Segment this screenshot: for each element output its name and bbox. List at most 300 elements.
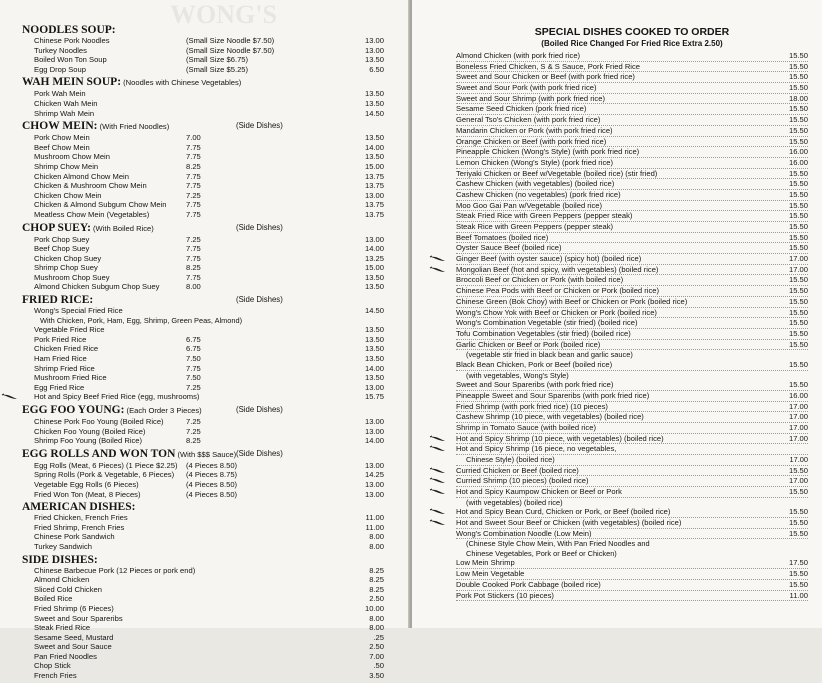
special-dish-name: Fried Shrimp (with pork fried rice) (10 pieces) [456,401,608,411]
menu-item [22,99,384,109]
menu-item [22,364,384,374]
menu-item-detail [456,549,808,559]
special-dish-name: Low Mein Vegetable [456,569,525,579]
right-menu-column [456,0,808,601]
special-dish [456,265,808,276]
special-dish-price: 15.50 [788,339,808,349]
menu-item-name: Sweet and Sour Spareribs [34,613,123,623]
menu-item-price: 13.00 [364,489,384,499]
section-title: CHOW MEIN: [22,120,98,133]
hot-pepper-icon [430,478,446,484]
special-dish-price: 15.50 [788,222,808,231]
side-dishes-label: (Side Dishes) [236,295,283,305]
menu-item [22,210,384,220]
special-dish-name: Boneless Fried Chicken, S & S Sauce, Pork Fried Rice [456,61,641,71]
menu-item-name: Mushroom Fried Rice [34,373,107,383]
menu-item [22,133,384,143]
menu-item-name: Shrimp Foo Young (Boiled Rice) [34,436,143,446]
special-dish-name: Tofu Combination Vegetables (stir fried) (boiled rice) [456,328,631,338]
section-heading [22,554,384,566]
side-dishes-label: (Side Dishes) [236,448,283,458]
section-heading [22,24,384,36]
special-dish-price: 16.00 [788,147,808,157]
side-dish-price: 6.75 [186,344,201,354]
menu-item-name: Sesame Seed, Mustard [34,632,114,642]
menu-item-name: Shrimp Fried Rice [34,363,95,373]
special-dish-price: 15.50 [788,51,808,60]
side-dishes-label: (Side Dishes) [236,405,283,414]
section-heading [22,501,384,513]
menu-item-price: 13.50 [364,152,384,162]
special-dish-name: Moo Goo Gai Pan w/Vegetable (boiled rice) [456,200,603,210]
menu-item-name: Chop Stick [34,661,71,671]
special-dish-name: Lemon Chicken (Wong's Style) (pork fried rice) [456,157,614,167]
menu-item-name: Chicken & Almond Subgum Chow Mein [34,200,167,210]
menu-item-name: Fried Chicken, French Fries [34,513,128,523]
special-dish-price: 15.50 [788,211,808,221]
side-dish-price: (Small Size $6.75) [186,55,249,65]
menu-item [22,306,384,316]
menu-item-detail-text: (Chinese Style Chow Mein, With Pan Fried Noodles and [466,539,650,549]
side-dish-price: 7.25 [186,234,201,244]
menu-item-price: 8.00 [369,532,384,542]
menu-item [22,532,384,542]
menu-item-price: 11.00 [365,522,384,532]
side-dish-price: 7.75 [186,181,201,191]
menu-item-price: 13.00 [364,190,384,200]
section-note: (With Fried Noodles) [97,122,170,132]
special-dish [456,558,808,569]
menu-item-name: Shrimp Chop Suey [34,263,98,273]
special-dish [456,254,808,265]
menu-item-name: Spring Rolls (Pork & Vegetable, 6 Pieces) [34,470,175,480]
menu-item-detail [456,371,808,381]
menu-item-name: Chinese Pork Sandwich [34,532,115,542]
special-dish-price: 15.50 [788,569,808,579]
hot-pepper-icon [430,489,446,495]
special-dish [456,83,808,94]
special-dish-name: Shrimp in Tomato Sauce (with boiled rice) [456,422,596,432]
special-dish-price: 17.00 [788,476,808,486]
menu-item-name: Mushroom Chow Mein [34,152,110,162]
special-dish [456,190,808,201]
menu-item-price: .50 [373,661,384,671]
menu-item [22,671,384,681]
menu-item-price: 2.50 [369,594,384,604]
side-dish-price: (4 Pieces 8.50) [186,489,238,499]
section-title: FRIED RICE: [22,294,94,307]
menu-item-name: Ham Fried Rice [34,354,87,364]
menu-item [22,623,384,633]
side-dish-price: 7.75 [186,200,201,210]
menu-item-name: Sweet and Sour Sauce [34,642,112,652]
special-dish [456,137,808,148]
menu-left-page [0,0,410,681]
special-dish-price: 15.50 [788,507,808,517]
special-dish-name: Low Mein Shrimp [456,558,515,568]
menu-item [22,335,384,345]
menu-item-name: Pork Chop Suey [34,234,90,244]
section-heading [22,448,384,461]
menu-item [22,614,384,624]
menu-item-price: 13.75 [364,200,384,210]
menu-item [22,604,384,614]
menu-item-detail [456,350,808,360]
special-dish-price: 18.00 [788,93,808,103]
special-dish-name: Hot and Spicy Shrimp (10 piece, with vegetables) (boiled rice) [456,433,664,443]
special-dish [456,340,808,351]
section-heading [22,120,384,133]
menu-item [22,109,384,119]
watermark: WONG'S [170,0,277,29]
menu-item [22,417,384,427]
menu-item [22,513,384,523]
menu-item [22,523,384,533]
menu-item [22,263,384,273]
special-dish [456,476,808,487]
menu-item-price: 10.00 [364,603,384,613]
special-dish-price: 15.50 [788,104,808,114]
hot-pepper-icon [430,446,446,452]
menu-item [22,344,384,354]
menu-item-name: Boiled Rice [34,594,73,604]
menu-item-price: 13.50 [364,282,384,292]
side-dish-price: 8.00 [186,282,201,292]
hot-pepper-icon [2,394,18,400]
side-dish-price: (Small Size Noodle $7.50) [186,45,275,55]
side-dish-price: 7.00 [186,133,201,143]
special-dish-price: 15.50 [788,359,808,369]
special-dish [456,308,808,319]
menu-item-price: 8.25 [369,584,384,594]
menu-item [22,652,384,662]
menu-item [22,490,384,500]
side-dish-price: 8.25 [186,263,201,273]
special-dish-name: Almond Chicken (with pork fried rice) [456,51,581,60]
menu-item-price: 14.50 [364,108,384,118]
special-dish-name: Chinese Pea Pods with Beef or Chicken or Pork (boiled rice) [456,286,660,296]
special-dish [456,51,808,62]
special-dish [456,529,808,540]
special-dish-name: Sesame Seed Chicken (pork fried rice) [456,104,587,114]
menu-item-name: Turkey Sandwich [34,541,92,551]
side-dish-price: (4 Pieces 8.50) [186,479,238,489]
menu-item [22,181,384,191]
special-dish-price: 17.00 [788,412,808,422]
special-dish-name: Hot and Spicy Shrimp (16 piece, no vegetables, [456,444,617,454]
menu-item-detail [456,455,808,466]
special-dish [456,72,808,83]
menu-item-price: 15.00 [364,161,384,171]
menu-item-name: Chinese Barbecue Pork (12 Pieces or pork end) [34,565,196,575]
section-heading [22,222,384,235]
special-dish [456,126,808,137]
menu-item-name: Chicken Almond Chow Mein [34,171,129,181]
special-dish-price: 17.00 [788,422,808,432]
special-dish [456,94,808,105]
menu-item-price: 8.25 [369,565,384,575]
menu-item-name: Beef Chop Suey [34,244,90,254]
special-dish-name: Steak Rice with Green Peppers (pepper steak) [456,222,614,231]
menu-item-price: 13.75 [364,181,384,191]
menu-item-detail-text: Chinese Vegetables, Pork or Beef or Chicken) [466,548,617,558]
special-dish-name: Beef Tomatoes (boiled rice) [456,232,549,242]
menu-item-name: Meatless Chow Mein (Vegetables) [34,209,150,219]
special-dish [456,329,808,340]
menu-item-name: Chinese Pork Noodles [34,36,110,45]
special-dish [456,412,808,423]
special-dish [456,434,808,445]
special-dish-name: Broccoli Beef or Chicken or Pork (with boiled rice) [456,275,624,285]
special-dish-price: 15.50 [788,380,808,390]
section-heading [22,404,384,417]
menu-item-price: 13.50 [364,373,384,383]
section-title: NOODLES SOUP: [22,24,116,36]
menu-item-name: Chicken Chop Suey [34,253,102,263]
menu-item-price: 13.00 [364,417,384,426]
menu-item-price: 13.00 [364,234,384,244]
special-dish-price: 15.50 [788,286,808,296]
side-dish-price: (4 Pieces 8.75) [186,470,238,480]
side-dish-price: (4 Pieces 8.50) [186,460,238,470]
special-dish-price: 15.50 [788,528,808,538]
special-dish [456,62,808,73]
special-dish-price: 15.50 [788,517,808,527]
menu-item-price: 13.00 [364,479,384,489]
menu-item [22,200,384,210]
special-dish-name: Curried Chicken or Beef (boiled rice) [456,465,579,475]
menu-item-price: 13.50 [364,133,384,143]
menu-item-price: 13.00 [364,426,384,436]
special-dish-name: Chinese Green (Bok Choy) with Beef or Chicken or Pork (boiled rice) [456,296,688,306]
special-dish-price: 15.50 [788,136,808,146]
special-dish-price: 15.50 [788,125,808,135]
special-dish-name: Wong's Combination Noodle (Low Mein) [456,528,592,538]
special-dishes-list [456,51,808,601]
section-note: (Noodles with Chinese Vegetables) [121,78,242,88]
menu-item-price: 14.50 [364,306,384,316]
menu-item [22,470,384,480]
menu-item [22,633,384,643]
special-dish-price: 15.50 [788,318,808,328]
special-dish [456,591,808,602]
left-menu-column [22,0,384,683]
menu-item-price: 14.00 [364,142,384,152]
side-dish-price: 7.25 [186,417,201,426]
menu-item-price: 13.50 [364,354,384,364]
section-title: AMERICAN DISHES: [22,501,136,514]
menu-item-detail-text: (vegetable stir fried in black bean and garlic sauce) [466,350,633,360]
side-dish-price: 7.25 [186,190,201,200]
special-dish [456,179,808,190]
special-dish-name: Curried Shrimp (10 pieces) (boiled rice) [456,476,589,486]
special-dish-price: 15.50 [788,168,808,178]
menu-item [22,282,384,292]
menu-item [22,480,384,490]
menu-item-price: 14.25 [364,470,384,480]
special-dish-name: Double Cooked Pork Cabbage (boiled rice) [456,579,601,589]
special-dish-name: Cashew Shrimp (10 piece, with vegetables) (boiled rice) [456,412,644,422]
menu-item-name: Egg Rolls (Meat, 6 Pieces) (1 Piece $2.25) [34,460,178,470]
special-dish [456,147,808,158]
menu-item-price: 13.00 [364,382,384,392]
menu-item-name: Turkey Noodles [34,45,87,55]
menu-item [22,383,384,393]
side-dish-price: 7.50 [186,354,201,364]
side-dishes-label: (Side Dishes) [236,121,283,131]
special-dish-name: Sweet and Sour Spareribs (with pork fried rice) [456,380,614,390]
side-dish-price: 7.75 [186,244,201,254]
special-dishes-subtitle: (Boiled Rice Changed For Fried Rice Extra 2.50) [541,39,723,48]
special-dish-name: Hot and Spicy Bean Curd, Chicken or Pork, or Beef (boiled rice) [456,507,671,517]
special-dish-price: 15.50 [788,243,808,253]
hot-pepper-icon [430,509,446,515]
special-dish [456,158,808,169]
special-dish-price: 15.50 [788,275,808,285]
menu-item-price: 15.75 [364,392,384,402]
menu-item-price: 13.00 [364,45,384,55]
menu-item-price: 13.25 [364,253,384,263]
menu-item [22,392,384,402]
special-dish [456,423,808,434]
section-title: CHOP SUEY: [22,221,91,234]
special-dish-price: 17.00 [788,254,808,264]
special-dish-price: 15.50 [788,232,808,242]
special-dish-price: 15.50 [788,296,808,306]
menu-item [22,273,384,283]
special-dish-name: Cashew Chicken (no vegetables) (pork fried rice) [456,189,621,199]
menu-item-detail [456,539,808,549]
menu-item-price: 13.50 [364,89,384,99]
menu-item-price: 17.00 [789,454,808,464]
special-dish-name: Wong's Chow Yok with Beef or Chicken or Pork (boiled rice) [456,307,657,317]
menu-item-name: Hot and Spicy Beef Fried Rice (egg, mushrooms) [34,392,200,402]
menu-item [22,36,384,46]
special-dish-price: 15.50 [788,83,808,93]
menu-item-name: Steak Fried Rice [34,623,91,633]
special-dish-name: Orange Chicken or Beef (with pork fried rice) [456,136,607,146]
menu-item-price: 8.00 [369,613,384,623]
side-dish-price: 7.75 [186,363,201,373]
side-dish-price: 7.75 [186,152,201,162]
menu-item-name: Pork Chow Mein [34,133,90,143]
menu-item-price: 13.00 [364,36,384,45]
menu-item-name: Chinese Pork Foo Young (Boiled Rice) [34,417,164,426]
menu-item-price: .25 [373,632,384,642]
side-dish-price: 7.25 [186,426,201,436]
side-dish-price: (Small Size Noodle $7.50) [186,36,275,45]
menu-item-name: French Fries [34,671,77,681]
special-dish-price: 15.50 [788,189,808,199]
menu-item-name: Boiled Won Ton Soup [34,55,107,65]
section-title: WAH MEIN SOUP: [22,76,122,89]
special-dish-price: 16.00 [788,390,808,400]
special-dish-name: Pineapple Chicken (Wong's Style) (with pork fried rice) [456,147,640,157]
special-dish [456,466,808,477]
special-dish-price: 15.50 [788,72,808,82]
special-dish [456,444,808,455]
side-dish-price: 7.75 [186,171,201,181]
special-dish-name: Wong's Combination Vegetable (stir fried) (boiled rice) [456,318,638,328]
menu-item [22,46,384,56]
special-dish-name: Teriyaki Chicken or Beef w/Vegetable (boiled rice) (stir fried) [456,168,658,178]
special-dish-name: Black Bean Chicken, Pork or Beef (boiled rice) [456,359,613,369]
side-dish-price: 7.75 [186,272,201,282]
special-dish [456,243,808,254]
menu-item [22,585,384,595]
side-dish-price: 8.25 [186,161,201,171]
special-dish [456,104,808,115]
hot-pepper-icon [430,520,446,526]
special-dish-price: 15.50 [788,328,808,338]
menu-item-price: 13.50 [364,272,384,282]
special-dish-price: 15.50 [788,200,808,210]
special-dish [456,201,808,212]
menu-item-detail-text: (with vegetables, Wong's Style) [466,370,569,380]
menu-item-name: Almond Chicken [34,575,90,585]
menu-item [22,436,384,446]
menu-item [22,575,384,585]
menu-item-name: Chicken Fried Rice [34,344,99,354]
menu-item [22,542,384,552]
menu-item-name: Shrimp Chow Mein [34,161,99,171]
menu-item-price: 13.50 [364,344,384,354]
special-dish-name: Ginger Beef (with oyster sauce) (spicy hot) (boiled rice) [456,254,642,264]
special-dish-name: Cashew Chicken (with vegetables) (boiled rice) [456,179,615,189]
special-dish [456,402,808,413]
menu-item-name: Fried Won Ton (Meat, 8 Pieces) [34,489,141,499]
special-dish [456,286,808,297]
side-dish-price: 7.50 [186,373,201,383]
section-note: (With Boiled Rice) [90,223,154,233]
special-dish-name: Pork Pot Stickers (10 pieces) [456,590,554,600]
special-dish-price: 15.50 [788,61,808,71]
menu-item-name: Shrimp Wah Mein [34,108,95,118]
menu-item-detail [456,498,808,508]
special-dish [456,222,808,233]
special-dish-price: 15.50 [788,307,808,317]
special-dish-name: General Tso's Chicken (with pork fried rice) [456,115,601,125]
menu-item-name: Sliced Cold Chicken [34,584,102,594]
special-dish [456,318,808,329]
menu-item [22,566,384,576]
special-dish-name: Mongolian Beef (hot and spicy, with vegetables) (boiled rice) [456,264,659,274]
menu-item [22,661,384,671]
menu-item-price: 3.50 [369,671,384,681]
menu-item-name: Chicken Chow Mein [34,190,102,200]
menu-item [22,152,384,162]
menu-item-price: 13.75 [364,209,384,219]
menu-item-price: 14.00 [364,436,384,446]
special-dish-name: Steak Fried Rice with Green Peppers (pepper steak) [456,211,633,221]
menu-item [22,235,384,245]
special-dish-price: 15.50 [788,465,808,475]
special-dish-price: 15.50 [788,486,808,496]
menu-item-price: 13.50 [364,55,384,65]
side-dishes-label: (Side Dishes) [236,222,283,232]
special-dish [456,115,808,126]
menu-item-detail: With Chicken, Pork, Ham, Egg, Shrimp, Green Peas, Almond) [40,315,243,325]
menu-item [22,461,384,471]
menu-item [22,373,384,383]
menu-item [22,143,384,153]
menu-item [22,162,384,172]
menu-item-price: 13.50 [364,325,384,335]
menu-item [22,172,384,182]
special-dish [456,569,808,580]
side-dish-price: 7.75 [186,253,201,263]
menu-item [22,244,384,254]
